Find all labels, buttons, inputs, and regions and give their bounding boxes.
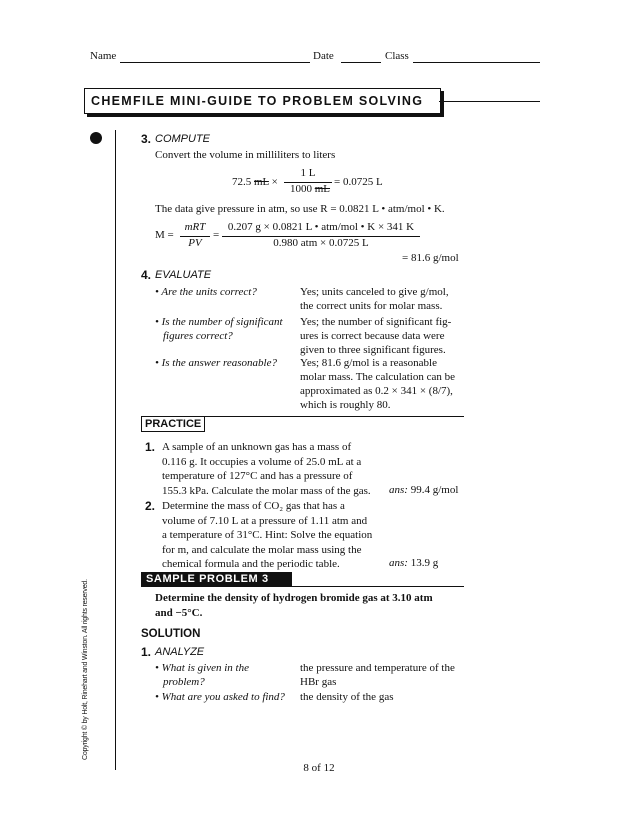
analyze-answer: the density of the gas (300, 691, 394, 703)
banner-title: CHEMFILE MINI-GUIDE TO PROBLEM SOLVING (91, 94, 424, 108)
analyze-title: ANALYZE (155, 646, 205, 658)
conv-denominator: 1000 mL (289, 183, 331, 195)
r-constant-text: The data give pressure in atm, so use R = 0.0821 L • atm/mol • K. (155, 203, 445, 215)
practice1-answer: ans: 99.4 g/mol (389, 484, 459, 496)
copyright-notice: Copyright © by Holt, Rinehart and Winston. All rights reserved. (82, 579, 89, 760)
step3-result: = 81.6 g/mol (402, 252, 459, 264)
evaluate-question: • Is the answer reasonable? (155, 357, 277, 369)
analyze-answer: the pressure and temperature of the HBr gas (300, 662, 455, 688)
evaluate-answer: Yes; the number of significant fig- ures is correct because data were given to three significant figures. (300, 316, 452, 356)
big-numerator: 0.207 g × 0.0821 L • atm/mol • K × 341 K (227, 221, 415, 233)
practice2-text: Determine the mass of CO₂ gas that has a volume of 7.10 L at a pressure of 1.11 atm and a temperature of 31°C. Hint: Solve the equation for m, and calculate the molar mass using the chemical formula and the periodic table. (162, 500, 373, 570)
sample-problem-label: SAMPLE PROBLEM 3 (141, 572, 292, 587)
practice-rule (199, 416, 464, 417)
big-denominator: 0.980 atm × 0.0725 L (273, 237, 369, 249)
date-field-line[interactable] (341, 62, 381, 63)
sample-rule (292, 586, 464, 587)
practice-label: PRACTICE (141, 416, 205, 432)
m-equals: = (213, 229, 220, 241)
evaluate-question: • Are the units correct? (155, 286, 257, 298)
name-field-line[interactable] (120, 62, 310, 63)
m-denominator: PV (188, 237, 202, 249)
practice2-answer: ans: 13.9 g (389, 557, 439, 569)
solution-heading: SOLUTION (141, 628, 201, 640)
conv-numerator: 1 L (300, 167, 316, 179)
step4-number: 4. (141, 268, 152, 282)
chemfile-banner (84, 88, 441, 114)
m-numerator: mRT (184, 221, 206, 233)
step3-number: 3. (141, 132, 152, 146)
analyze-question: • What is given in the problem? (155, 662, 249, 688)
conv-result: = 0.0725 L (334, 176, 383, 188)
sample-question: Determine the density of hydrogen bromide gas at 3.10 atm and −5°C. (155, 592, 433, 619)
practice1-text: A sample of an unknown gas has a mass of 0.116 g. It occupies a volume of 25.0 mL at a temperature of 127°C and has a pressure of 155.3 kPa. Calculate the molar mass of the gas. (162, 441, 371, 497)
banner-rule (439, 101, 540, 102)
page-number: 8 of 12 (303, 762, 335, 774)
analyze-number: 1. (141, 645, 152, 659)
name-label: Name (90, 50, 117, 62)
margin-rule (115, 130, 116, 770)
step3-title: COMPUTE (155, 133, 210, 145)
class-field-line[interactable] (413, 62, 540, 63)
analyze-question: • What are you asked to find? (155, 691, 285, 703)
date-label: Date (313, 50, 334, 62)
conv-left: 72.5 mL × (232, 176, 278, 188)
bullet-dot-icon (90, 132, 102, 144)
m-label: M = (155, 229, 174, 241)
class-label: Class (385, 50, 409, 62)
practice2-number: 2. (145, 499, 156, 513)
step4-title: EVALUATE (155, 269, 212, 281)
evaluate-answer: Yes; 81.6 g/mol is a reasonable molar mass. The calculation can be approximated as 0.2 × 341 × (8/7), which is roughly 80. (300, 357, 455, 411)
evaluate-answer: Yes; units canceled to give g/mol, the correct units for molar mass. (300, 286, 449, 312)
practice1-number: 1. (145, 440, 156, 454)
evaluate-question: • Is the number of significant figures correct? (155, 316, 283, 342)
step3-intro: Convert the volume in milliliters to liters (155, 149, 336, 161)
